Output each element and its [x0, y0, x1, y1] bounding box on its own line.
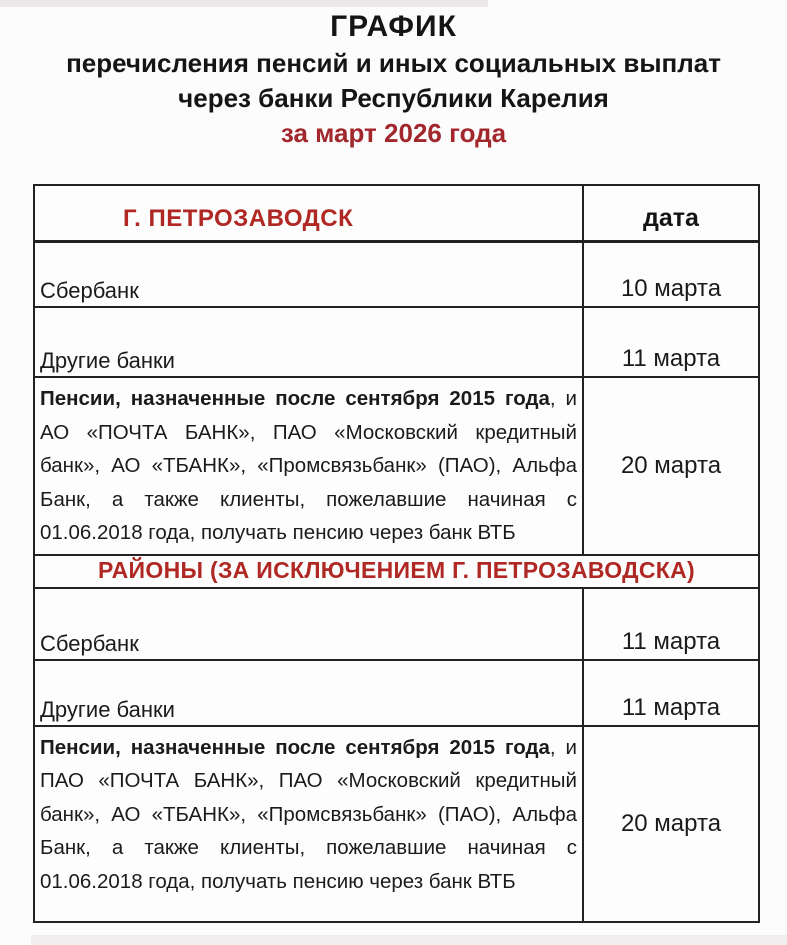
payment-date: 20 марта [583, 377, 759, 555]
payment-date: 20 марта [583, 726, 759, 923]
pension-conditions-rest: , и АО «ПОЧТА БАНК», ПАО «Московский кредитный банк», АО «ТБАНК», «Промсвязьбанк» (ПАО), Альфа Банк, а также клиенты, пожелавшие начиная с 01.06.2018 года, получать пенсию через банк ВТБ [40, 387, 577, 544]
section-header-districts: РАЙОНЫ (ЗА ИСКЛЮЧЕНИЕМ Г. ПЕТРОЗАВОДСКА) [34, 555, 759, 588]
table-header-row [34, 185, 759, 241]
table-row [34, 307, 759, 377]
payment-schedule-table [33, 184, 760, 923]
pension-conditions-bold-lead: Пенсии, назначенные после сентября 2015 года [40, 735, 550, 759]
pension-conditions-bold-lead: Пенсии, назначенные после сентября 2015 года [40, 387, 550, 410]
section-header-row [34, 555, 759, 588]
bank-name-other-banks: Другие банки [34, 660, 583, 726]
table-row [34, 588, 759, 660]
pension-conditions-rest: , и ПАО «ПОЧТА БАНК», ПАО «Московский кредитный банк», АО «ТБАНК», «Промсвязьбанк» (ПАО), Альфа Банк, а также клиенты, пожелавшие начиная с 01.06.2018 года, получать пенсию через банк ВТБ [40, 735, 577, 893]
scan-artifact-bottom [31, 935, 787, 945]
table-row [34, 726, 759, 923]
document-header [0, 8, 787, 150]
bank-name-sberbank: Сбербанк [34, 588, 583, 660]
date-column-header: дата [583, 185, 759, 241]
payment-date: 10 марта [583, 241, 759, 307]
scan-artifact-top [0, 0, 488, 7]
bank-name-other-banks: Другие банки [34, 307, 583, 377]
table-row [34, 377, 759, 555]
document-period: за март 2026 года [280, 118, 507, 148]
payment-date: 11 марта [583, 588, 759, 660]
payment-date: 11 марта [583, 307, 759, 377]
document-title: ГРАФИК [330, 10, 457, 43]
pension-conditions-text [34, 726, 583, 923]
document-subtitle-line1: перечисления пенсий и иных социальных выплат [66, 48, 721, 78]
section-header-petrozavodsk: Г. ПЕТРОЗАВОДСК [34, 185, 583, 241]
document-subtitle-line2: через банки Республики Карелия [178, 83, 609, 113]
bank-name-sberbank: Сбербанк [34, 241, 583, 307]
table-row [34, 660, 759, 726]
payment-date: 11 марта [583, 660, 759, 726]
pension-conditions-text [34, 377, 583, 555]
table-row [34, 241, 759, 307]
